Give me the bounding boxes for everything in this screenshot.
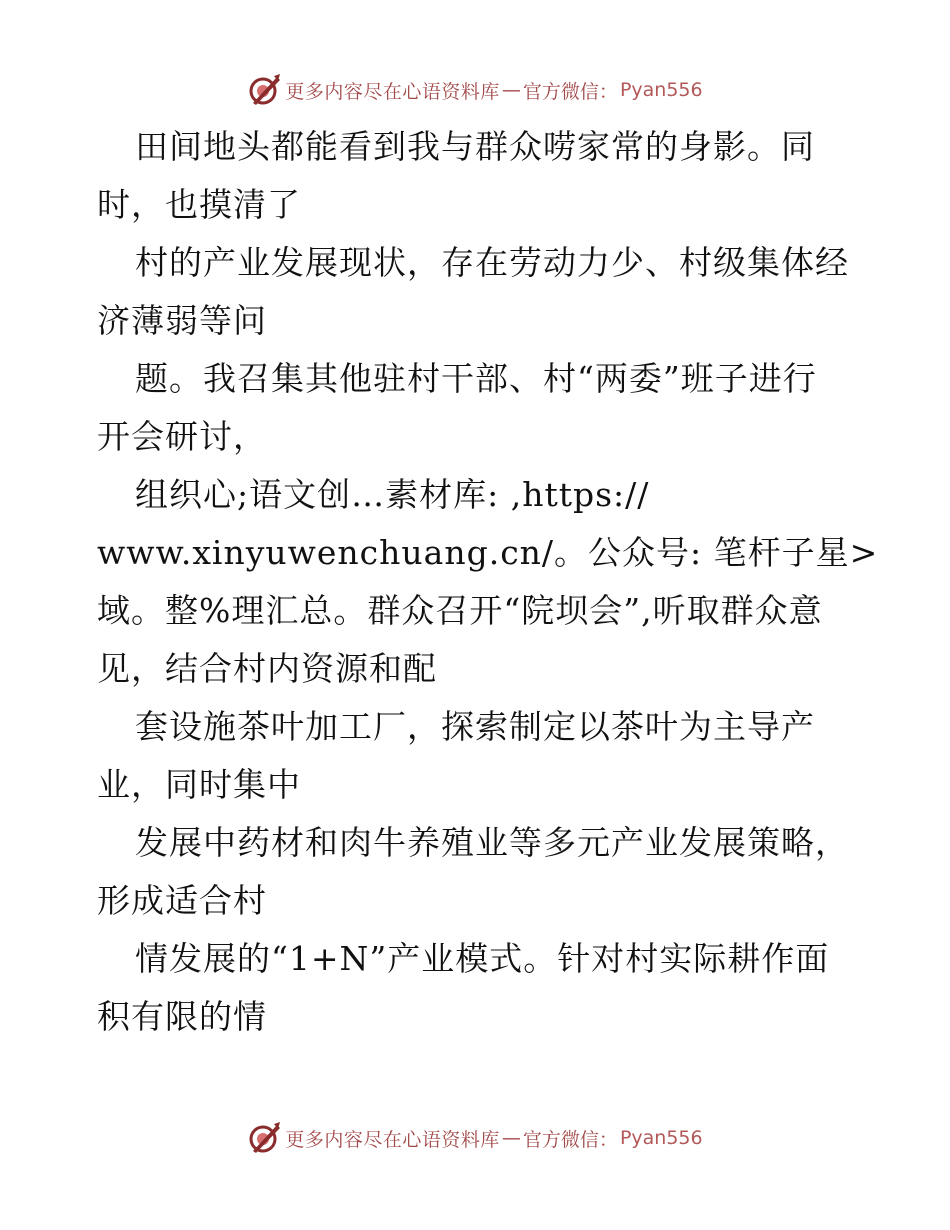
pen-logo-icon [247, 1121, 281, 1155]
body-line: 见，结合村内资源和配 [97, 649, 437, 688]
body-line: 田间地头都能看到我与群众唠家常的身影。同 [135, 127, 815, 166]
header-contact-label: 官方微信： [522, 80, 618, 103]
footer-banner [0, 1118, 950, 1158]
footer-site-name: 更多内容尽在心语资料库 [285, 1128, 500, 1151]
body-line: 积有限的情 [97, 997, 267, 1036]
footer-dash: — [501, 1127, 521, 1149]
body-line: 业，同时集中 [97, 765, 301, 804]
header-contact-id: Pyan556 [619, 79, 703, 101]
body-line: 题。我召集其他驻村干部、村“两委”班子进行 [135, 359, 817, 398]
footer-contact-label: 官方微信： [522, 1128, 618, 1151]
document-body [97, 118, 877, 1046]
pen-logo-icon [247, 73, 281, 107]
body-line: 时，也摸清了 [97, 185, 301, 224]
body-line: 域。整%理汇总。群众召开“院坝会”,听取群众意 [97, 591, 823, 630]
footer-contact-id: Pyan556 [619, 1127, 703, 1149]
header-dash: — [501, 79, 521, 101]
body-line: 情发展的“1+N”产业模式。针对村实际耕作面 [135, 939, 830, 978]
body-line: www.xinyuwenchuang.cn/。公众号: 笔杆子星> [97, 533, 879, 572]
body-line: 套设施茶叶加工厂，探索制定以茶叶为主导产 [135, 707, 815, 746]
body-line: 发展中药材和肉牛养殖业等多元产业发展策略， [135, 823, 849, 862]
body-line: 村的产业发展现状，存在劳动力少、村级集体经 [135, 243, 849, 282]
body-line: 济薄弱等问 [97, 301, 267, 340]
header-banner [0, 70, 950, 110]
body-line: 开会研讨， [97, 417, 267, 456]
header-site-name: 更多内容尽在心语资料库 [285, 80, 500, 103]
body-line: 形成适合村 [97, 881, 267, 920]
body-line: 组织心;语文创…素材库: ,https:// [135, 475, 650, 514]
